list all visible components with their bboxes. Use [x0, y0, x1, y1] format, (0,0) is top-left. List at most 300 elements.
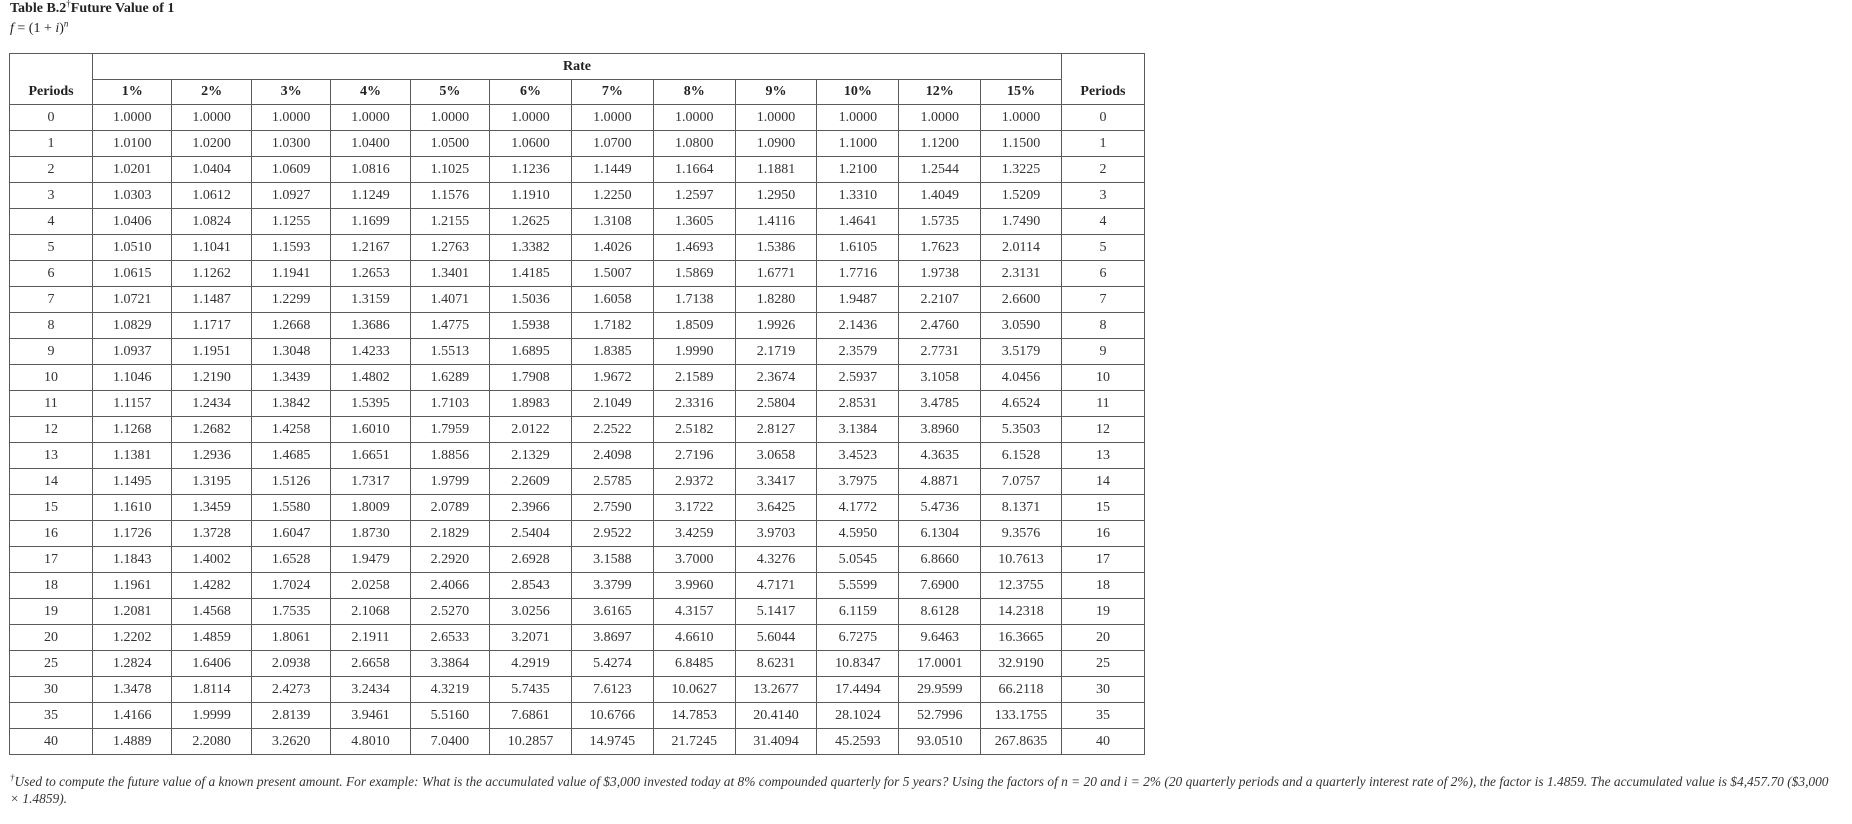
- factor-cell: 2.9522: [571, 521, 653, 547]
- factor-cell: 1.0615: [93, 261, 172, 287]
- factor-cell: 31.4094: [735, 729, 817, 755]
- period-cell: 19: [10, 599, 93, 625]
- factor-cell: 2.0114: [981, 235, 1062, 261]
- factor-cell: 1.0700: [571, 131, 653, 157]
- rate-column-header: 4%: [331, 80, 410, 105]
- factor-cell: 1.7103: [410, 391, 489, 417]
- table-row: [10, 339, 1145, 365]
- factor-cell: 4.0456: [981, 365, 1062, 391]
- factor-cell: 5.5599: [817, 573, 899, 599]
- factor-cell: 1.8983: [490, 391, 572, 417]
- factor-cell: 5.0545: [817, 547, 899, 573]
- factor-cell: 2.3966: [490, 495, 572, 521]
- table-row: [10, 521, 1145, 547]
- period-cell: 8: [1061, 313, 1144, 339]
- factor-cell: 1.7490: [981, 209, 1062, 235]
- factor-cell: 1.1910: [490, 183, 572, 209]
- period-cell: 19: [1061, 599, 1144, 625]
- factor-cell: 2.1829: [410, 521, 489, 547]
- factor-cell: 2.8531: [817, 391, 899, 417]
- factor-cell: 3.0256: [490, 599, 572, 625]
- factor-cell: 1.1610: [93, 495, 172, 521]
- factor-cell: 1.8061: [251, 625, 330, 651]
- factor-cell: 7.0757: [981, 469, 1062, 495]
- factor-cell: 1.4258: [251, 417, 330, 443]
- rate-column-header: 2%: [172, 80, 251, 105]
- period-cell: 7: [10, 287, 93, 313]
- factor-cell: 3.7975: [817, 469, 899, 495]
- period-cell: 1: [1061, 131, 1144, 157]
- factor-cell: 1.4693: [653, 235, 735, 261]
- factor-cell: 3.8697: [571, 625, 653, 651]
- footnote: [10, 773, 1840, 807]
- factor-cell: 2.2609: [490, 469, 572, 495]
- factor-cell: 1.2544: [899, 157, 981, 183]
- factor-cell: 1.8509: [653, 313, 735, 339]
- title-dagger: †: [66, 0, 71, 9]
- factor-cell: 1.5869: [653, 261, 735, 287]
- factor-cell: 1.3842: [251, 391, 330, 417]
- factor-cell: 7.0400: [410, 729, 489, 755]
- period-cell: 14: [10, 469, 93, 495]
- table-row: [10, 469, 1145, 495]
- factor-cell: 1.3686: [331, 313, 410, 339]
- factor-cell: 2.0258: [331, 573, 410, 599]
- factor-cell: 2.2107: [899, 287, 981, 313]
- factor-cell: 3.6425: [735, 495, 817, 521]
- factor-cell: 1.0816: [331, 157, 410, 183]
- factor-cell: 5.7435: [490, 677, 572, 703]
- factor-cell: 1.4002: [172, 547, 251, 573]
- period-cell: 30: [1061, 677, 1144, 703]
- factor-cell: 21.7245: [653, 729, 735, 755]
- factor-cell: 1.1381: [93, 443, 172, 469]
- factor-cell: 4.6524: [981, 391, 1062, 417]
- factor-cell: 3.9703: [735, 521, 817, 547]
- factor-cell: 1.0000: [817, 105, 899, 131]
- period-cell: 5: [1061, 235, 1144, 261]
- factor-cell: 1.6771: [735, 261, 817, 287]
- factor-cell: 2.1436: [817, 313, 899, 339]
- factor-cell: 1.0612: [172, 183, 251, 209]
- factor-cell: 133.1755: [981, 703, 1062, 729]
- period-cell: 10: [1061, 365, 1144, 391]
- factor-cell: 1.2100: [817, 157, 899, 183]
- period-cell: 3: [1061, 183, 1144, 209]
- factor-cell: 6.1159: [817, 599, 899, 625]
- factor-cell: 1.2682: [172, 417, 251, 443]
- factor-cell: 1.4685: [251, 443, 330, 469]
- factor-cell: 1.0000: [490, 105, 572, 131]
- factor-cell: 2.1719: [735, 339, 817, 365]
- factor-cell: 2.6658: [331, 651, 410, 677]
- factor-cell: 45.2593: [817, 729, 899, 755]
- factor-cell: 1.0000: [735, 105, 817, 131]
- factor-cell: 1.4185: [490, 261, 572, 287]
- factor-cell: 1.2597: [653, 183, 735, 209]
- factor-cell: 1.3459: [172, 495, 251, 521]
- factor-cell: 5.5160: [410, 703, 489, 729]
- factor-cell: 1.0609: [251, 157, 330, 183]
- factor-cell: 10.6766: [571, 703, 653, 729]
- factor-cell: 3.5179: [981, 339, 1062, 365]
- factor-cell: 2.2522: [571, 417, 653, 443]
- factor-cell: 1.1500: [981, 131, 1062, 157]
- table-row: [10, 209, 1145, 235]
- factor-cell: 1.1726: [93, 521, 172, 547]
- factor-cell: 1.6105: [817, 235, 899, 261]
- period-cell: 13: [10, 443, 93, 469]
- factor-cell: 1.8730: [331, 521, 410, 547]
- factor-cell: 10.8347: [817, 651, 899, 677]
- factor-cell: 1.4282: [172, 573, 251, 599]
- factor-cell: 3.2620: [251, 729, 330, 755]
- factor-cell: 1.4071: [410, 287, 489, 313]
- table-row: [10, 443, 1145, 469]
- factor-cell: 267.8635: [981, 729, 1062, 755]
- factor-cell: 1.1157: [93, 391, 172, 417]
- rate-column-header: 10%: [817, 80, 899, 105]
- table-row: [10, 105, 1145, 131]
- factor-cell: 1.0200: [172, 131, 251, 157]
- factor-cell: 1.1000: [817, 131, 899, 157]
- factor-cell: 1.2950: [735, 183, 817, 209]
- table-row: [10, 573, 1145, 599]
- factor-cell: 1.1041: [172, 235, 251, 261]
- period-cell: 4: [10, 209, 93, 235]
- factor-cell: 1.4641: [817, 209, 899, 235]
- table-title: [10, 0, 174, 18]
- formula: [10, 20, 68, 38]
- factor-cell: 5.6044: [735, 625, 817, 651]
- factor-cell: 32.9190: [981, 651, 1062, 677]
- factor-cell: 3.7000: [653, 547, 735, 573]
- factor-cell: 2.3674: [735, 365, 817, 391]
- table-row: [10, 313, 1145, 339]
- periods-header-left: Periods: [10, 80, 93, 105]
- factor-cell: 3.9461: [331, 703, 410, 729]
- factor-cell: 1.4116: [735, 209, 817, 235]
- factor-cell: 4.1772: [817, 495, 899, 521]
- factor-cell: 3.0590: [981, 313, 1062, 339]
- period-cell: 35: [1061, 703, 1144, 729]
- factor-cell: 4.3157: [653, 599, 735, 625]
- table-body: [10, 105, 1145, 755]
- factor-cell: 1.0000: [571, 105, 653, 131]
- factor-cell: 6.1304: [899, 521, 981, 547]
- period-cell: 40: [1061, 729, 1144, 755]
- factor-cell: 9.6463: [899, 625, 981, 651]
- table-caption: Future Value of 1: [70, 1, 175, 16]
- factor-cell: 4.3276: [735, 547, 817, 573]
- factor-cell: 1.0510: [93, 235, 172, 261]
- factor-cell: 1.2763: [410, 235, 489, 261]
- period-cell: 30: [10, 677, 93, 703]
- factor-cell: 1.3439: [251, 365, 330, 391]
- factor-cell: 8.6128: [899, 599, 981, 625]
- column-header-row: [10, 80, 1145, 105]
- rate-column-header: 5%: [410, 80, 489, 105]
- factor-cell: 12.3755: [981, 573, 1062, 599]
- factor-cell: 2.3579: [817, 339, 899, 365]
- table-row: [10, 391, 1145, 417]
- factor-cell: 1.7182: [571, 313, 653, 339]
- factor-cell: 1.9999: [172, 703, 251, 729]
- period-cell: 7: [1061, 287, 1144, 313]
- table-row: [10, 157, 1145, 183]
- factor-cell: 2.8543: [490, 573, 572, 599]
- factor-cell: 1.1262: [172, 261, 251, 287]
- factor-cell: 1.5209: [981, 183, 1062, 209]
- period-cell: 18: [1061, 573, 1144, 599]
- factor-cell: 1.3310: [817, 183, 899, 209]
- factor-cell: 1.3195: [172, 469, 251, 495]
- factor-cell: 6.1528: [981, 443, 1062, 469]
- factor-cell: 2.5182: [653, 417, 735, 443]
- period-cell: 16: [10, 521, 93, 547]
- factor-cell: 1.1881: [735, 157, 817, 183]
- factor-cell: 1.0000: [981, 105, 1062, 131]
- factor-cell: 17.0001: [899, 651, 981, 677]
- period-cell: 11: [10, 391, 93, 417]
- corner-cell-left: [10, 54, 93, 80]
- factor-cell: 1.6895: [490, 339, 572, 365]
- factor-cell: 4.2919: [490, 651, 572, 677]
- factor-cell: 1.9672: [571, 365, 653, 391]
- factor-cell: 1.7138: [653, 287, 735, 313]
- factor-cell: 1.6010: [331, 417, 410, 443]
- formula-exponent: n: [63, 18, 69, 29]
- factor-cell: 20.4140: [735, 703, 817, 729]
- factor-cell: 3.9960: [653, 573, 735, 599]
- factor-cell: 1.3382: [490, 235, 572, 261]
- factor-cell: 1.4166: [93, 703, 172, 729]
- factor-cell: 1.7959: [410, 417, 489, 443]
- factor-cell: 1.9479: [331, 547, 410, 573]
- table-row: [10, 547, 1145, 573]
- factor-cell: 5.3503: [981, 417, 1062, 443]
- factor-cell: 1.2824: [93, 651, 172, 677]
- factor-cell: 1.3728: [172, 521, 251, 547]
- period-cell: 25: [10, 651, 93, 677]
- factor-cell: 4.3219: [410, 677, 489, 703]
- table-row: [10, 651, 1145, 677]
- factor-cell: 3.6165: [571, 599, 653, 625]
- factor-cell: 3.8960: [899, 417, 981, 443]
- factor-cell: 1.0000: [899, 105, 981, 131]
- factor-cell: 1.5580: [251, 495, 330, 521]
- factor-cell: 93.0510: [899, 729, 981, 755]
- period-cell: 17: [10, 547, 93, 573]
- factor-cell: 1.0721: [93, 287, 172, 313]
- factor-cell: 1.1951: [172, 339, 251, 365]
- factor-cell: 2.2080: [172, 729, 251, 755]
- period-cell: 11: [1061, 391, 1144, 417]
- factor-cell: 3.2071: [490, 625, 572, 651]
- factor-cell: 1.2668: [251, 313, 330, 339]
- factor-cell: 1.8009: [331, 495, 410, 521]
- factor-cell: 2.4273: [251, 677, 330, 703]
- factor-cell: 2.5785: [571, 469, 653, 495]
- factor-cell: 1.1941: [251, 261, 330, 287]
- factor-cell: 1.9990: [653, 339, 735, 365]
- factor-cell: 1.4233: [331, 339, 410, 365]
- period-cell: 6: [1061, 261, 1144, 287]
- factor-cell: 3.3864: [410, 651, 489, 677]
- factor-cell: 1.6289: [410, 365, 489, 391]
- period-cell: 35: [10, 703, 93, 729]
- factor-cell: 1.9799: [410, 469, 489, 495]
- factor-cell: 29.9599: [899, 677, 981, 703]
- factor-cell: 17.4494: [817, 677, 899, 703]
- factor-cell: 8.6231: [735, 651, 817, 677]
- rate-column-header: 7%: [571, 80, 653, 105]
- factor-cell: 8.1371: [981, 495, 1062, 521]
- period-cell: 17: [1061, 547, 1144, 573]
- factor-cell: 1.4889: [93, 729, 172, 755]
- factor-cell: 1.6058: [571, 287, 653, 313]
- factor-cell: 1.3159: [331, 287, 410, 313]
- factor-cell: 10.7613: [981, 547, 1062, 573]
- factor-cell: 4.8010: [331, 729, 410, 755]
- factor-cell: 1.1449: [571, 157, 653, 183]
- footnote-dagger: †: [10, 772, 15, 783]
- factor-cell: 14.7853: [653, 703, 735, 729]
- period-cell: 2: [10, 157, 93, 183]
- formula-lhs: f: [10, 21, 14, 36]
- factor-cell: 2.5937: [817, 365, 899, 391]
- factor-cell: 1.0404: [172, 157, 251, 183]
- factor-cell: 1.1236: [490, 157, 572, 183]
- table-row: [10, 235, 1145, 261]
- table-row: [10, 131, 1145, 157]
- factor-cell: 1.1046: [93, 365, 172, 391]
- period-cell: 3: [10, 183, 93, 209]
- factor-cell: 1.2167: [331, 235, 410, 261]
- factor-cell: 1.4026: [571, 235, 653, 261]
- factor-cell: 1.1268: [93, 417, 172, 443]
- factor-cell: 1.1249: [331, 183, 410, 209]
- period-cell: 12: [10, 417, 93, 443]
- table-row: [10, 625, 1145, 651]
- factor-cell: 4.5950: [817, 521, 899, 547]
- factor-cell: 1.0900: [735, 131, 817, 157]
- factor-cell: 1.8114: [172, 677, 251, 703]
- rate-column-header: 3%: [251, 80, 330, 105]
- factor-cell: 1.1495: [93, 469, 172, 495]
- factor-cell: 2.2920: [410, 547, 489, 573]
- factor-cell: 13.2677: [735, 677, 817, 703]
- period-cell: 1: [10, 131, 93, 157]
- factor-cell: 1.0000: [251, 105, 330, 131]
- factor-cell: 2.8139: [251, 703, 330, 729]
- factor-cell: 1.3401: [410, 261, 489, 287]
- factor-cell: 2.4066: [410, 573, 489, 599]
- period-cell: 15: [1061, 495, 1144, 521]
- factor-cell: 2.5404: [490, 521, 572, 547]
- factor-cell: 1.6406: [172, 651, 251, 677]
- factor-cell: 1.4802: [331, 365, 410, 391]
- period-cell: 4: [1061, 209, 1144, 235]
- factor-cell: 9.3576: [981, 521, 1062, 547]
- table-row: [10, 599, 1145, 625]
- factor-cell: 2.7731: [899, 339, 981, 365]
- factor-cell: 2.1911: [331, 625, 410, 651]
- factor-cell: 1.0000: [172, 105, 251, 131]
- factor-cell: 1.2202: [93, 625, 172, 651]
- factor-cell: 1.6047: [251, 521, 330, 547]
- factor-cell: 2.1329: [490, 443, 572, 469]
- factor-cell: 3.4523: [817, 443, 899, 469]
- factor-cell: 1.0927: [251, 183, 330, 209]
- period-cell: 20: [10, 625, 93, 651]
- factor-cell: 1.7535: [251, 599, 330, 625]
- factor-cell: 1.0000: [331, 105, 410, 131]
- factor-cell: 1.8280: [735, 287, 817, 313]
- factor-cell: 3.1722: [653, 495, 735, 521]
- factor-cell: 4.7171: [735, 573, 817, 599]
- period-cell: 5: [10, 235, 93, 261]
- factor-cell: 1.5036: [490, 287, 572, 313]
- factor-cell: 1.2081: [93, 599, 172, 625]
- rate-column-header: 9%: [735, 80, 817, 105]
- factor-cell: 1.1593: [251, 235, 330, 261]
- table-row: [10, 365, 1145, 391]
- factor-cell: 1.0937: [93, 339, 172, 365]
- factor-cell: 1.5386: [735, 235, 817, 261]
- factor-cell: 3.1588: [571, 547, 653, 573]
- table-row: [10, 495, 1145, 521]
- factor-cell: 1.3048: [251, 339, 330, 365]
- factor-cell: 1.5735: [899, 209, 981, 235]
- factor-cell: 1.9926: [735, 313, 817, 339]
- factor-cell: 1.0000: [93, 105, 172, 131]
- table-row: [10, 183, 1145, 209]
- factor-cell: 1.5395: [331, 391, 410, 417]
- rate-column-header: 15%: [981, 80, 1062, 105]
- period-cell: 25: [1061, 651, 1144, 677]
- factor-cell: 2.8127: [735, 417, 817, 443]
- factor-cell: 6.8660: [899, 547, 981, 573]
- period-cell: 18: [10, 573, 93, 599]
- factor-cell: 1.1200: [899, 131, 981, 157]
- period-cell: 0: [1061, 105, 1144, 131]
- factor-cell: 4.6610: [653, 625, 735, 651]
- period-cell: 14: [1061, 469, 1144, 495]
- factor-cell: 2.6600: [981, 287, 1062, 313]
- factor-cell: 3.4259: [653, 521, 735, 547]
- period-cell: 15: [10, 495, 93, 521]
- factor-cell: 1.8385: [571, 339, 653, 365]
- factor-cell: 1.1025: [410, 157, 489, 183]
- period-cell: 0: [10, 105, 93, 131]
- factor-cell: 1.0800: [653, 131, 735, 157]
- period-cell: 12: [1061, 417, 1144, 443]
- factor-cell: 10.0627: [653, 677, 735, 703]
- factor-cell: 3.1384: [817, 417, 899, 443]
- factor-cell: 1.1961: [93, 573, 172, 599]
- factor-cell: 1.2250: [571, 183, 653, 209]
- factor-cell: 1.0300: [251, 131, 330, 157]
- factor-cell: 2.1589: [653, 365, 735, 391]
- factor-cell: 14.2318: [981, 599, 1062, 625]
- factor-cell: 1.2190: [172, 365, 251, 391]
- formula-close: ): [59, 21, 64, 36]
- factor-cell: 1.2299: [251, 287, 330, 313]
- factor-cell: 1.1576: [410, 183, 489, 209]
- factor-cell: 5.1417: [735, 599, 817, 625]
- table-number: Table B.2: [10, 1, 67, 16]
